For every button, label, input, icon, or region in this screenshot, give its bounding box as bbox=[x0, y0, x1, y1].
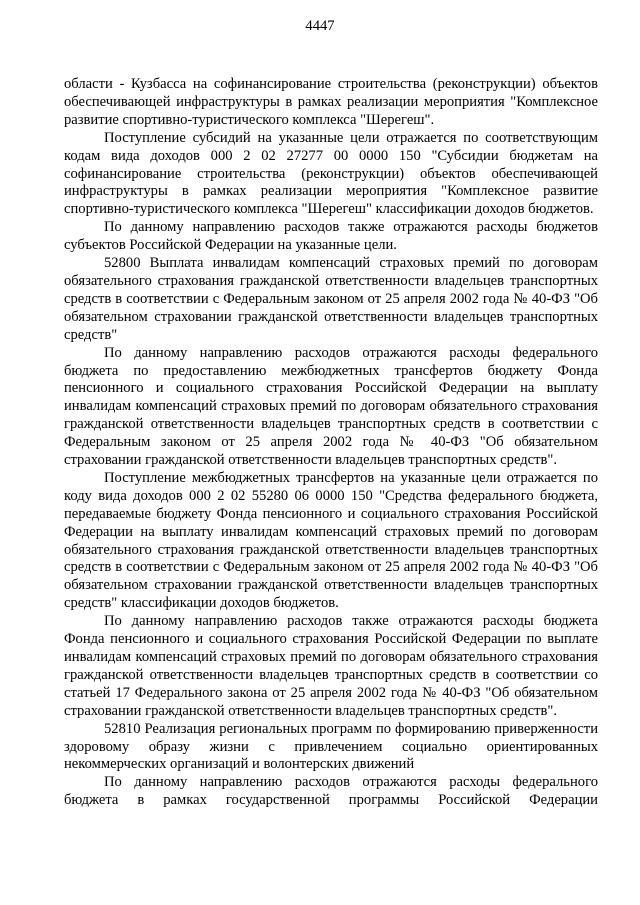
paragraph-7: По данному направлению расходов также отражаются расходы бюджета Фонда пенсионного и социального страхования Российской Федерации по выплате инвалидам компенсаций страховых премий по договорам обязательного страхования гражданской ответственности владельцев транспортных средств в соответствии со статьей 17 Федерального закона от 25 апреля 2002 года № 40-ФЗ "Об обязательном страховании гражданской ответственности владельцев транспортных средств". bbox=[64, 613, 598, 719]
paragraph-9: По данному направлению расходов отражаются расходы федерального бюджета в рамках государственной программы Российской Федерации bbox=[64, 774, 598, 809]
document-body bbox=[64, 76, 598, 810]
paragraph-6: Поступление межбюджетных трансфертов на указанные цели отражается по коду вида доходов 000 2 02 55280 06 0000 150 "Средства федерального бюджета, передаваемые бюджету Фонда пенсионного и социального страхования Российской Федерации на выплату инвалидам компенсаций страховых премий по договорам обязательного страхования гражданской ответственности владельцев транспортных средств в соответствии с Федеральным законом от 25 апреля 2002 года № 40-ФЗ "Об обязательном страховании гражданской ответственности владельцев транспортных средств" классификации доходов бюджетов. bbox=[64, 469, 598, 612]
paragraph-1: области - Кузбасса на софинансирование строительства (реконструкции) объектов обеспечивающей инфраструктуры в рамках реализации мероприятия "Комплексное развитие спортивно-туристического комплекса "Шерегеш". bbox=[64, 76, 598, 128]
paragraph-4: 52800 Выплата инвалидам компенсаций страховых премий по договорам обязательного страхования гражданской ответственности владельцев транспортных средств в соответствии с Федеральным законом от 25 апреля 2002 года № 40-ФЗ "Об обязательном страховании гражданской ответственности владельцев транспортных средств" bbox=[64, 255, 598, 343]
paragraph-5: По данному направлению расходов отражаются расходы федерального бюджета по предоставлению межбюджетных трансфертов бюджету Фонда пенсионного и социального страхования Российской Федерации на выплату инвалидам компенсаций страховых премий по договорам обязательного страхования гражданской ответственности владельцев транспортных средств в соответствии с Федеральным законом от 25 апреля 2002 года № 40-ФЗ "Об обязательном страховании гражданской ответственности владельцев транспортных средств". bbox=[64, 344, 598, 469]
paragraph-3: По данному направлению расходов также отражаются расходы бюджетов субъектов Российской Федерации на указанные цели. bbox=[64, 219, 598, 254]
paragraph-8: 52810 Реализация региональных программ по формированию приверженности здоровому образу жизни с привлечением социально ориентированных некоммерческих организаций и волонтерских движений bbox=[64, 720, 598, 773]
paragraph-2: Поступление субсидий на указанные цели отражается по соответствующим кодам вида доходов 000 2 02 27277 00 0000 150 "Субсидии бюджетам на софинансирование строительства (реконструкции) объектов обеспечивающей инфраструктуры в рамках реализации мероприятия "Комплексное развитие спортивно-туристического комплекса "Шерегеш" классификации доходов бюджетов. bbox=[64, 129, 598, 218]
page-number: 4447 bbox=[305, 18, 335, 34]
